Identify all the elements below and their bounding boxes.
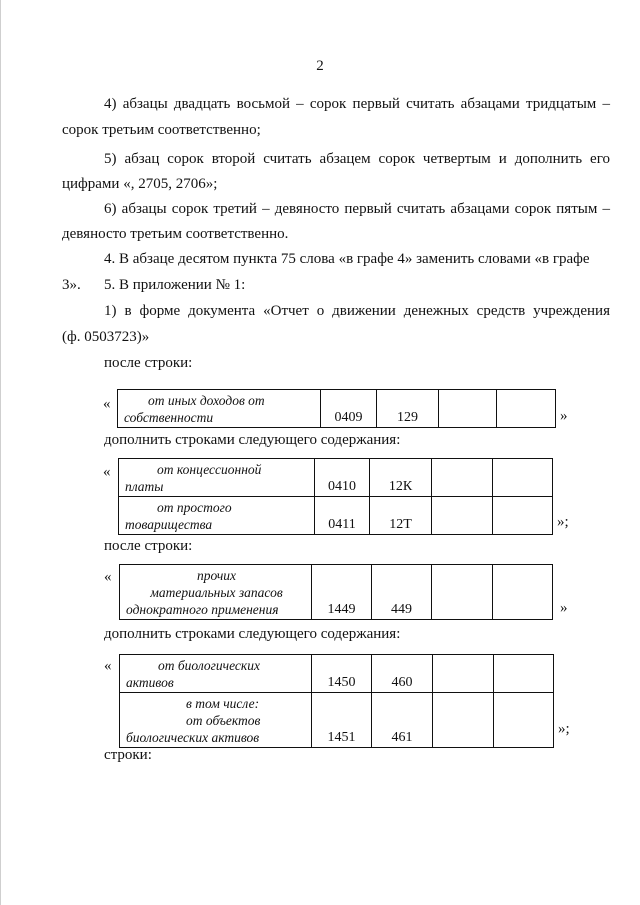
table-4 <box>119 654 554 748</box>
row-name-cell: от простого товарищества <box>119 497 315 535</box>
paragraph-5-line-2: цифрами «, 2705, 2706»; <box>62 176 218 192</box>
line-code-cell: 1450 <box>312 655 372 693</box>
kosgu-code-cell: 449 <box>372 565 432 620</box>
table-1 <box>117 389 556 428</box>
table-row <box>120 693 554 748</box>
line-code-cell: 0411 <box>315 497 370 535</box>
line-code-cell: 1449 <box>312 565 372 620</box>
paragraph-6-line-2: девяносто третьим соответственно. <box>62 226 289 242</box>
paragraph-form-line-1: 1) в форме документа «Отчет о движении денежных средств учреждения <box>104 303 610 319</box>
row-name-cell: прочих материальных запасов однократного применения <box>120 565 312 620</box>
kosgu-code-cell: 12Т <box>370 497 432 535</box>
close-quote-1: » <box>560 408 568 424</box>
close-quote-3: » <box>560 600 568 616</box>
table-row <box>120 655 554 693</box>
empty-cell <box>433 655 494 693</box>
table-row <box>119 459 553 497</box>
table-row <box>119 497 553 535</box>
table-row <box>120 565 553 620</box>
empty-cell <box>494 693 554 748</box>
empty-cell <box>432 565 493 620</box>
empty-cell <box>493 459 553 497</box>
open-quote-4: « <box>104 658 112 674</box>
open-quote-3: « <box>104 569 112 585</box>
paragraph-4-line-2: сорок третьим соответственно; <box>62 122 261 138</box>
paragraph-5-line-1: 5) абзац сорок второй считать абзацем сорок четвертым и дополнить его <box>104 151 610 167</box>
line-code-cell: 0410 <box>315 459 370 497</box>
row-name-cell: от концессионной платы <box>119 459 315 497</box>
after-row-label-2: после строки: <box>104 538 193 554</box>
empty-cell <box>497 390 556 428</box>
kosgu-code-cell: 129 <box>377 390 439 428</box>
empty-cell <box>439 390 497 428</box>
empty-cell <box>493 565 553 620</box>
open-quote-2: « <box>103 464 111 480</box>
table-row <box>118 390 556 428</box>
paragraph-6-line-1: 6) абзацы сорок третий – девяносто первый считать абзацами сорок пятым – <box>104 201 610 217</box>
line-code-cell: 0409 <box>321 390 377 428</box>
row-name-cell: в том числе: от объектов биологических активов <box>120 693 312 748</box>
empty-cell <box>433 693 494 748</box>
rows-label: строки: <box>104 747 152 763</box>
kosgu-code-cell: 12К <box>370 459 432 497</box>
paragraph-4-line-1: 4) абзацы двадцать восьмой – сорок первый считать абзацами тридцатым – <box>104 96 610 112</box>
page-number: 2 <box>316 58 324 74</box>
paragraph-item-4: 4. В абзаце десятом пункта 75 слова «в графе 4» заменить словами «в графе 3». <box>62 251 590 293</box>
after-row-label-1: после строки: <box>104 355 193 371</box>
table-3 <box>119 564 553 620</box>
page-edge <box>0 0 1 905</box>
row-name-cell: от биологических активов <box>120 655 312 693</box>
paragraph-form-line-2: (ф. 0503723)» <box>62 329 150 345</box>
empty-cell <box>432 459 493 497</box>
paragraph-item-5: 5. В приложении № 1: <box>104 277 246 293</box>
close-quote-4: »; <box>558 721 570 737</box>
open-quote-1: « <box>103 396 111 412</box>
empty-cell <box>432 497 493 535</box>
kosgu-code-cell: 460 <box>372 655 433 693</box>
close-quote-2: »; <box>557 514 569 530</box>
table-2 <box>118 458 553 535</box>
line-code-cell: 1451 <box>312 693 372 748</box>
add-rows-label-2: дополнить строками следующего содержания: <box>104 626 401 642</box>
empty-cell <box>493 497 553 535</box>
kosgu-code-cell: 461 <box>372 693 433 748</box>
row-name-cell: от иных доходов от собственности <box>118 390 321 428</box>
empty-cell <box>494 655 554 693</box>
add-rows-label-1: дополнить строками следующего содержания: <box>104 432 401 448</box>
